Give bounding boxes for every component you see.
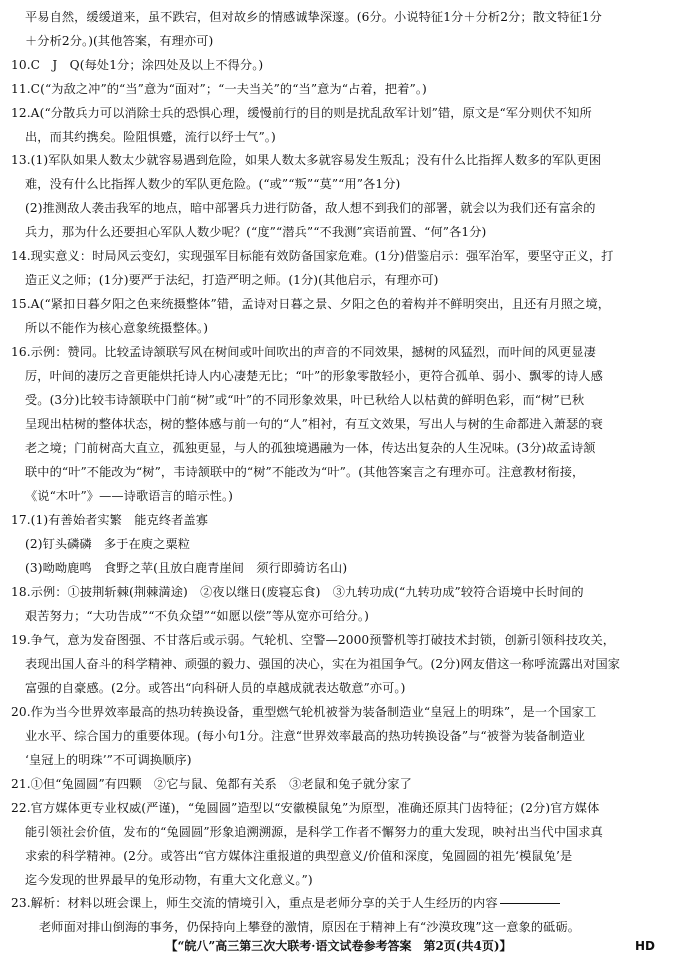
text-line: 10.C J Q(每处1分；涂四处及以上不得分。) bbox=[11, 58, 264, 72]
text-line: 13.(1)军队如果人数太少就容易遇到危险，如果人数太多就容易发生叛乱；没有什么比指挥人数多的军队更困 bbox=[11, 153, 602, 167]
text-line: 14.现实意义：时局风云变幻，实现强军目标能有效防备国家危难。(1分)借鉴启示：强军治军，要坚守正义，打 bbox=[11, 249, 614, 263]
text-line: ＋分析2分。)(其他答案，有理亦可) bbox=[25, 34, 214, 48]
text-line: 老之境；门前树高大直立，孤独更显，与人的孤独境遇融为一体，传达出复杂的人生况味。(3分)故孟诗颔 bbox=[25, 441, 596, 455]
text-line: 求索的科学精神。(2分。或答出“官方媒体注重报道的典型意义/价值和深度，兔圆圆的祖先‘模鼠兔’是 bbox=[25, 849, 573, 863]
text-line: (2)钉头磷磷 多于在庾之粟粒 bbox=[25, 537, 191, 551]
text-line: 平易自然，缓缓道来，虽不跌宕，但对故乡的情感诚挚深邃。(6分。小说特征1分＋分析2分；散文特征1分 bbox=[25, 10, 602, 24]
text-line: 业水平、综合国力的重要体现。(每小句1分。注意“世界效率最高的热功转换设备”与“被誉为装备制造业 bbox=[25, 729, 586, 743]
text-line: 20.作为当今世界效率最高的热功转换设备，重型燃气轮机被誉为装备制造业“皇冠上的明珠”，是一个国家工 bbox=[11, 705, 597, 719]
text-line: 11.C(“为敌之冲”的“当”意为“面对”；“一夫当关”的“当”意为“占着，把着”。) bbox=[11, 82, 427, 96]
text-line: 所以不能作为核心意象统摄整体。) bbox=[25, 321, 209, 335]
text-line: (2)推测敌人袭击我军的地点，暗中部署兵力进行防备，敌人想不到我们的部署，就会以为我们还有富余的 bbox=[25, 201, 596, 215]
dash-rule bbox=[500, 903, 560, 904]
text-line: 能引领社会价值，发布的“兔圆圆”形象追溯溯源，是科学工作者不懈努力的重大发现，映衬出当代中国求真 bbox=[25, 825, 603, 839]
text-line: 老师面对排山倒海的事务，仍保持向上攀登的激情，原因在于精神上有“沙漠玫瑰”这一意象的砥砺。 bbox=[39, 920, 581, 934]
text-line: 迄今发现的世界最早的兔形动物，有重大文化意义。”) bbox=[25, 873, 313, 887]
text-line: 22.官方媒体更专业权威(严谨)，“兔圆圆”造型以“安徽模鼠兔”为原型，准确还原其门齿特征；(2分)官方媒体 bbox=[11, 801, 600, 815]
footer-code: HD bbox=[634, 939, 655, 953]
text-line: 17.(1)有善始者实繁 能克终者盖寡 bbox=[11, 513, 208, 527]
text-line: 21.①但“兔圆圆”有四颗 ②它与鼠、兔都有关系 ③老鼠和兔子就分家了 bbox=[11, 777, 412, 791]
text-line: ‘皇冠上的明珠’”不可调换顺序) bbox=[25, 753, 192, 767]
text-line: 出，而其约携矣。险阻惧蹙，流行以纾士气”。) bbox=[25, 130, 276, 144]
text-line: 表现出国人奋斗的科学精神、顽强的毅力、强国的决心，实在为祖国争气。(2分)网友借这一称呼流露出对国家 bbox=[25, 657, 621, 671]
text-line: 难，没有什么比指挥人数少的军队更危险。(“或”“叛”“莫”“用”各1分) bbox=[25, 177, 401, 191]
footer-title: 【“皖八”高三第三次大联考·语文试卷参考答案 第2页(共4页)】 bbox=[165, 939, 512, 953]
text-line: 富强的自豪感。(2分。或答出“向科研人员的卓越成就表达敬意”亦可。) bbox=[25, 681, 406, 695]
text-line: 16.示例：赞同。比较孟诗颔联写风在树间或叶间吹出的声音的不同效果，撼树的风猛烈，而叶间的风更显凄 bbox=[11, 345, 596, 359]
text-line: 受。(3分)比较韦诗颔联中门前“树”或“叶”的不同形象效果，叶已秋给人以枯黄的鲜明色彩，而“树”已秋 bbox=[25, 393, 585, 407]
text-line: 《说“木叶”》——诗歌语言的暗示性。) bbox=[25, 489, 234, 503]
text-line: 19.争气，意为发奋图强、不甘落后或示弱。气轮机、空警—2000预警机等打破技术封锁，创新引领科技攻关， bbox=[11, 633, 616, 647]
text-line: 18.示例：①披荆斩棘(荆棘満途) ②夜以继日(废寝忘食) ③九转功成(“九转功成”较符合语境中长时间的 bbox=[11, 585, 584, 599]
text-line bbox=[11, 895, 560, 911]
text-line: 艰苦努力；“大功告成”“不负众望”“如愿以偿”等从宽亦可给分。) bbox=[25, 609, 369, 623]
text-line: (3)呦呦鹿鸣 食野之苹(且放白鹿青崖间 须行即骑访名山) bbox=[25, 561, 348, 575]
text-line: 15.A(“紧扣日暮夕阳之色来统摄整体”错，孟诗对日暮之景、夕阳之色的着构并不鲜明突出，且还有月照之境， bbox=[11, 297, 611, 311]
text-line: 12.A(“分散兵力可以消除士兵的恐惧心理，缓慢前行的目的则是扰乱敌军计划”错，原文是“军分则伏不知所 bbox=[11, 106, 592, 120]
text-line: 厉，叶间的凄厉之音更能烘托诗人内心凄楚无比；“叶”的形象零散轻小，更符合孤单、弱小、飘零的诗人感 bbox=[25, 369, 603, 383]
text-line: 呈现出枯树的整体状态，树的整体感与前一句的“人”相衬，有互文效果，写出人与树的生命都进入萧瑟的衰 bbox=[25, 417, 603, 431]
text-line: 造正义之师；(1分)要严于法纪，打造严明之师。(1分)(其他启示，有理亦可) bbox=[25, 273, 439, 287]
text-line: 兵力，那为什么还要担心军队人数少呢？(“度”“潜兵”“不我测”宾语前置、“何”各1分) bbox=[25, 225, 487, 239]
text-line: 联中的“叶”不能改为“树”，韦诗颔联中的“树”不能改为“叶”。(其他答案言之有理亦可。注意教材衔接， bbox=[25, 465, 585, 479]
text-line-content: 23.解析：材料以班会课上，师生交流的情境引入，重点是老师分享的关于人生经历的内容 bbox=[11, 896, 498, 910]
